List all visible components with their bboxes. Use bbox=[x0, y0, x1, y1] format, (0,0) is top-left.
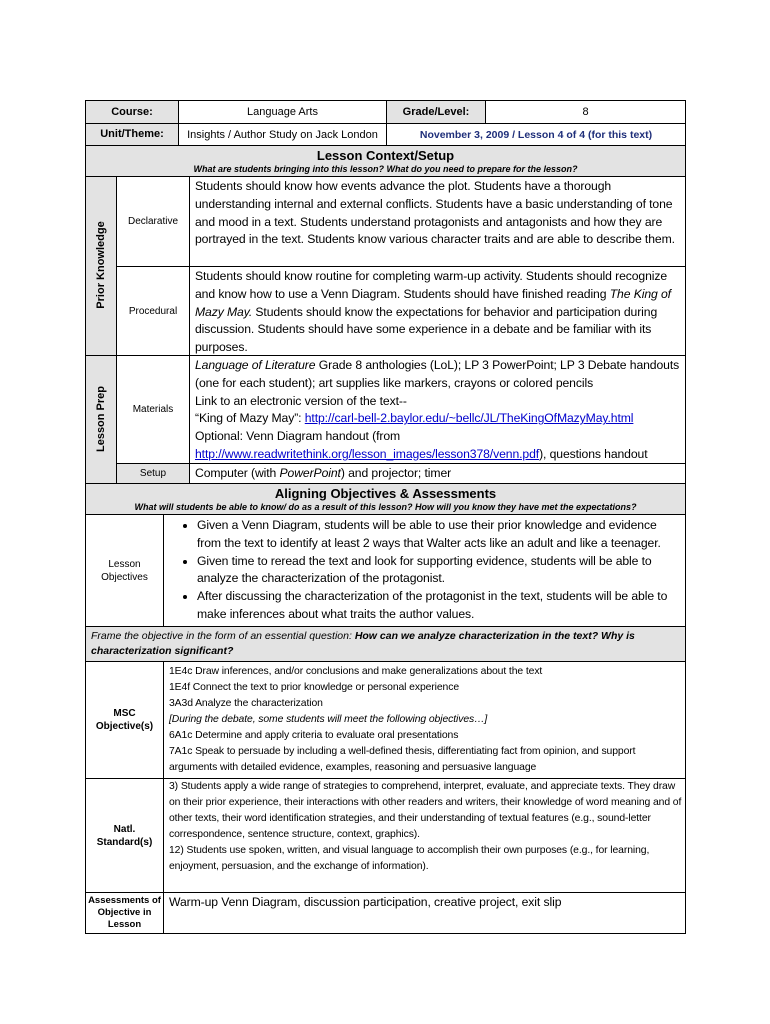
mazy-may-link[interactable]: http://carl-bell-2.baylor.edu/~bellc/JL/TheKingOfMazyMay.html bbox=[304, 411, 634, 426]
date-lesson bbox=[386, 123, 686, 146]
grade-value: 8 bbox=[485, 100, 686, 124]
natl-cell bbox=[163, 778, 686, 893]
venn-pdf-link[interactable]: http://www.readwritethink.org/lesson_images/lesson378/venn.pdf bbox=[195, 446, 540, 461]
unit-value: Insights / Author Study on Jack London bbox=[178, 123, 387, 146]
msc-line: [During the debate, some students will meet the following objectives…] bbox=[169, 714, 488, 725]
msc-line: 6A1c Determine and apply criteria to evaluate oral presentations bbox=[169, 730, 459, 741]
objective-item: • Given a Venn Diagram, students will be able to use their prior knowledge and evidence from the text to identify at least 2 ways that Walter acts like an adult and like a teenager. bbox=[197, 517, 682, 553]
materials-line-3: “King of Mazy May”: bbox=[195, 411, 305, 426]
objective-item: • After discussing the characterization of the protagonist in the text, students will be able to make inferences about what traits the author values. bbox=[197, 588, 682, 624]
lesson-objectives-cell bbox=[163, 514, 686, 627]
procedural-text-2: Students should know the expectations for behavior and participation during discussion. Students should have some experience in a debate and be familiar with its purposes. bbox=[195, 304, 658, 355]
msc-line: 1E4c Draw inferences, and/or conclusions and make generalizations about the text bbox=[169, 666, 543, 677]
materials-italic: Language of Literature bbox=[195, 358, 316, 372]
essential-prefix: Frame the objective in the form of an essential question: bbox=[91, 630, 355, 642]
setup-text-2: ) and projector; timer bbox=[340, 466, 452, 480]
materials-line-4: Optional: Venn Diagram handout (from bbox=[195, 429, 401, 444]
declarative-text: Students should know how events advance the plot. Students have a thorough understanding internal and external conflicts. Students have a basic understanding of tone and mood in a text. Students understand protagonists and antagonists and how they are portrayed in the text. Students know various character traits and are able to describe them. bbox=[189, 176, 686, 267]
course-label: Course: bbox=[85, 100, 179, 124]
materials-line-2: Link to an electronic version of the text-- bbox=[195, 393, 407, 408]
assessments-label: Assessments of Objective in Lesson bbox=[85, 892, 164, 934]
setup-cell bbox=[189, 463, 686, 484]
msc-line: 1E4f Connect the text to prior knowledge or personal experience bbox=[169, 682, 460, 693]
setup-italic: PowerPoint bbox=[279, 466, 341, 480]
objectives-list bbox=[169, 517, 682, 624]
msc-label: MSC Objective(s) bbox=[85, 661, 164, 779]
materials-text-1: Grade 8 anthologies (LoL); LP 3 PowerPoint; LP 3 Debate handouts (one for each student); art supplies like markers, crayons or colored pencils bbox=[195, 358, 680, 390]
msc-cell bbox=[163, 661, 686, 779]
msc-line: 3A3d Analyze the characterization bbox=[169, 698, 323, 709]
context-title: Lesson Context/Setup bbox=[316, 148, 455, 163]
essential-question: How can we analyze characterization in the text? Why is characterization significant? bbox=[91, 630, 635, 657]
assessments-text: Warm-up Venn Diagram, discussion participation, creative project, exit slip bbox=[163, 892, 686, 934]
objective-item: • Given time to reread the text and look for supporting evidence, students will be able to analyze the characterization of the protagonist. bbox=[197, 553, 682, 589]
prior-knowledge-column bbox=[85, 176, 117, 356]
materials-line-5: ), questions handout bbox=[539, 446, 648, 461]
course-value: Language Arts bbox=[178, 100, 387, 124]
essential-question-row bbox=[85, 626, 686, 662]
materials-cell bbox=[189, 355, 686, 464]
objectives-title: Aligning Objectives & Assessments bbox=[274, 486, 497, 501]
natl-standard-3: 3) Students apply a wide range of strategies to comprehend, interpret, evaluate, and appreciate texts. They draw on their prior experience, their interactions with other readers and writers, their knowledge of word meaning and of other texts, their word identification strategies, and their understanding of textual features (e.g., sound-letter correspondence, sentence structure, context, graphics). bbox=[169, 781, 682, 840]
lesson-objectives-label: Lesson Objectives bbox=[85, 514, 164, 627]
procedural-text-1: Students should know routine for completing warm-up activity. Students should recognize and know how to use a Venn Diagram. Students should have finished reading bbox=[195, 269, 668, 301]
procedural-italic: The King of Mazy May. bbox=[195, 286, 671, 319]
declarative-label: Declarative bbox=[116, 176, 190, 267]
lesson-prep-column bbox=[85, 355, 117, 484]
setup-label: Setup bbox=[116, 463, 190, 484]
natl-label: Natl. Standard(s) bbox=[85, 778, 164, 893]
procedural-cell bbox=[189, 266, 686, 356]
prior-knowledge-label: Prior Knowledge bbox=[95, 221, 107, 309]
objectives-header bbox=[85, 483, 686, 515]
setup-text-1: Computer (with bbox=[195, 466, 280, 480]
objectives-subtitle: What will students be able to know/ do as a result of this lesson? How will you know they have met the expectations? bbox=[134, 502, 637, 512]
context-header bbox=[85, 145, 686, 177]
unit-label: Unit/Theme: bbox=[85, 123, 179, 146]
lesson-prep-label: Lesson Prep bbox=[95, 385, 107, 453]
grade-label: Grade/Level: bbox=[386, 100, 486, 124]
context-subtitle: What are students bringing into this lesson? What do you need to prepare for the lesson? bbox=[193, 164, 578, 174]
materials-label: Materials bbox=[116, 355, 190, 464]
msc-line: 7A1c Speak to persuade by including a well-defined thesis, differentiating fact from opinion, and support arguments with detailed evidence, examples, reasoning and persuasive language bbox=[169, 746, 636, 773]
procedural-label: Procedural bbox=[116, 266, 190, 356]
date-lesson-text: November 3, 2009 / Lesson 4 of 4 (for this text) bbox=[419, 128, 653, 141]
natl-standard-12: 12) Students use spoken, written, and visual language to accomplish their own purposes (e.g., for learning, enjoyment, persuasion, and the exchange of information). bbox=[169, 845, 650, 872]
